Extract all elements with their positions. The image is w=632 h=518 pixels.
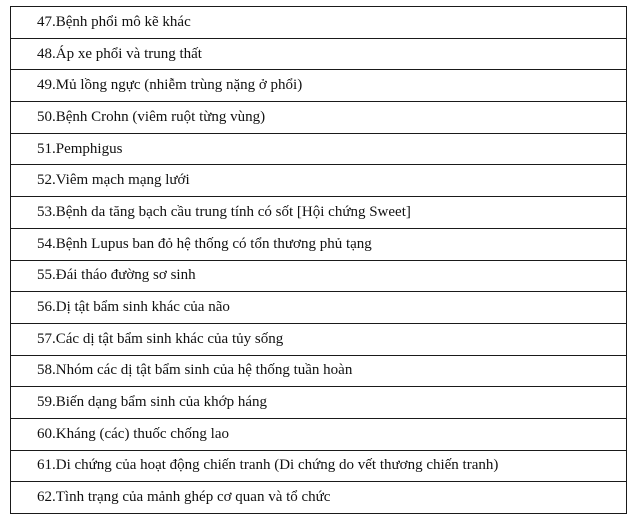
list-item: 52.Viêm mạch mạng lưới [11,165,627,197]
list-item: 55.Đái tháo đường sơ sinh [11,260,627,292]
list-item: 51.Pemphigus [11,133,627,165]
list-item: 54.Bệnh Lupus ban đỏ hệ thống có tổn thương phủ tạng [11,228,627,260]
list-item: 57.Các dị tật bẩm sinh khác của tủy sống [11,323,627,355]
table-row [11,260,627,292]
table-row [11,133,627,165]
table-row [11,70,627,102]
table-row [11,292,627,324]
table-row [11,323,627,355]
table-row [11,228,627,260]
list-item: 56.Dị tật bẩm sinh khác của não [11,292,627,324]
list-item: 59.Biến dạng bẩm sinh của khớp háng [11,387,627,419]
table-row [11,165,627,197]
list-item: 53.Bệnh da tăng bạch cầu trung tính có sốt [Hội chứng Sweet] [11,197,627,229]
list-item: 60.Kháng (các) thuốc chống lao [11,418,627,450]
table-row [11,387,627,419]
list-item: 47.Bệnh phổi mô kẽ khác [11,7,627,39]
table-row [11,7,627,39]
table-row [11,482,627,514]
list-item: 61.Di chứng của hoạt động chiến tranh (Di chứng do vết thương chiến tranh) [11,450,627,482]
table-row [11,102,627,134]
table-row [11,355,627,387]
list-item: 50.Bệnh Crohn (viêm ruột từng vùng) [11,102,627,134]
table-row [11,38,627,70]
list-item: 58.Nhóm các dị tật bẩm sinh của hệ thống tuần hoàn [11,355,627,387]
list-item: 48.Áp xe phổi và trung thất [11,38,627,70]
table-row [11,418,627,450]
list-item: 49.Mủ lồng ngực (nhiễm trùng nặng ở phổi) [11,70,627,102]
disease-list-table [10,6,627,514]
table-row [11,197,627,229]
table-row [11,450,627,482]
list-item: 62.Tình trạng của mảnh ghép cơ quan và tổ chức [11,482,627,514]
